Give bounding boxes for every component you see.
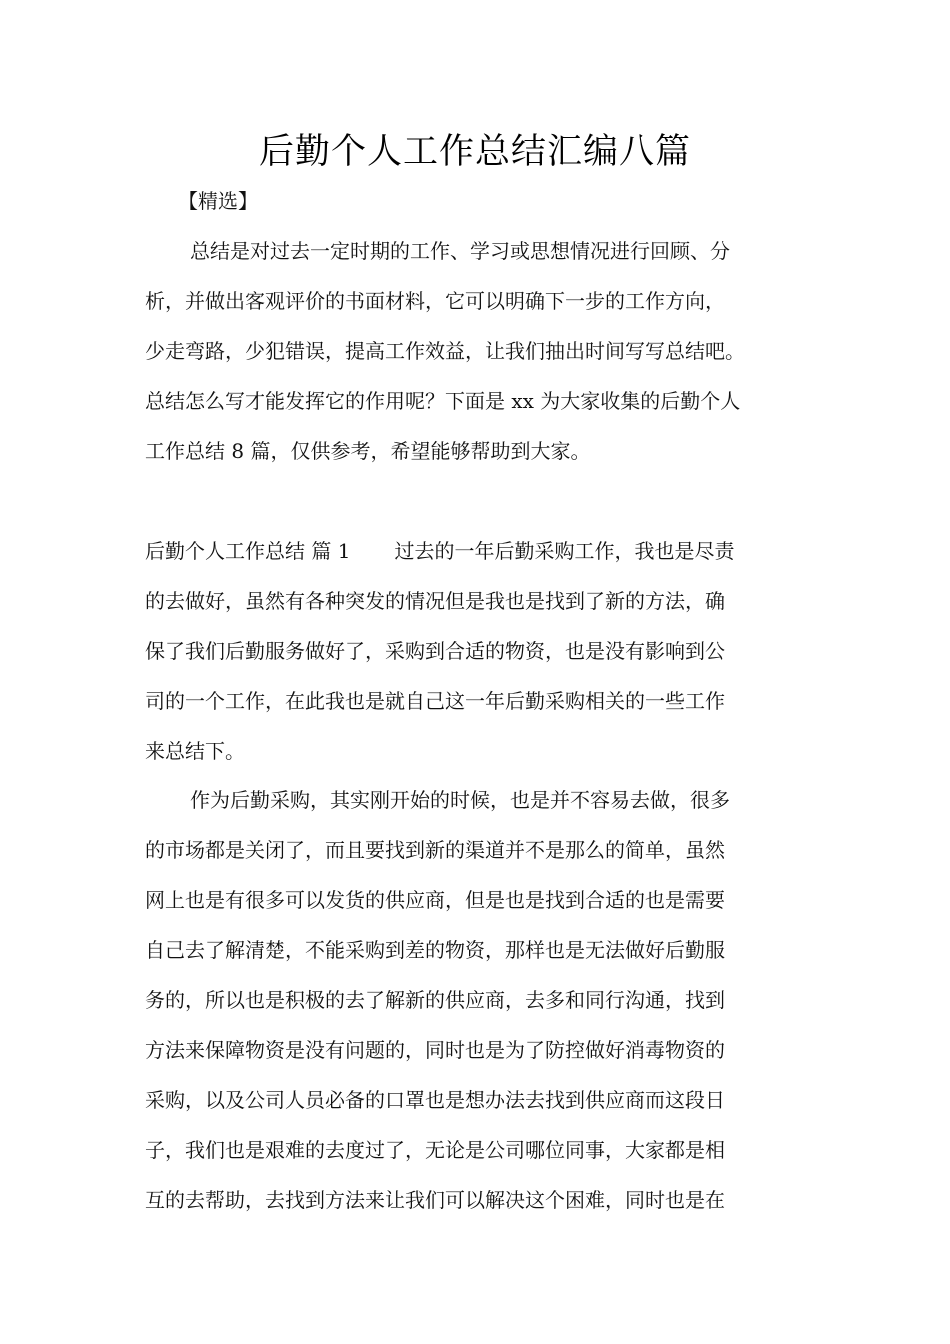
paragraph-line: 总结是对过去一定时期的工作、学习或思想情况进行回顾、分: [190, 239, 730, 263]
paragraph-line: 来总结下。: [145, 739, 245, 763]
paragraph-line: 网上也是有很多可以发货的供应商，但是也是找到合适的也是需要: [145, 888, 725, 912]
paragraph-line: 析，并做出客观评价的书面材料，它可以明确下一步的工作方向，: [145, 289, 725, 313]
section-1-opening-text: 过去的一年后勤采购工作，我也是尽责: [394, 539, 735, 563]
paragraph-line: 的去做好，虽然有各种突发的情况但是我也是找到了新的方法，确: [145, 589, 725, 613]
paragraph-line: 工作总结 8 篇，仅供参考，希望能够帮助到大家。: [145, 439, 591, 463]
paragraph-line: 方法来保障物资是没有问题的，同时也是为了防控做好消毒物资的: [145, 1038, 725, 1062]
paragraph-line: 保了我们后勤服务做好了，采购到合适的物资，也是没有影响到公: [145, 639, 725, 663]
section-heading: 后勤个人工作总结 篇 1: [145, 539, 351, 563]
selected-tag: 【精选】: [178, 189, 258, 213]
paragraph-line: 子，我们也是艰难的去度过了，无论是公司哪位同事，大家都是相: [145, 1138, 725, 1162]
paragraph-line: 司的一个工作，在此我也是就自己这一年后勤采购相关的一些工作: [145, 689, 725, 713]
paragraph-line: 采购，以及公司人员必备的口罩也是想办法去找到供应商而这段日: [145, 1088, 725, 1112]
paragraph-line: 自己去了解清楚，不能采购到差的物资，那样也是无法做好后勤服: [145, 938, 725, 962]
section-1-first-line: [145, 526, 815, 576]
section-2-paragraph: [145, 775, 815, 1225]
intro-paragraph: [145, 226, 815, 476]
paragraph-line: 作为后勤采购，其实刚开始的时候，也是并不容易去做，很多: [190, 788, 730, 812]
paragraph-line: 的市场都是关闭了，而且要找到新的渠道并不是那么的简单，虽然: [145, 838, 725, 862]
paragraph-line: 互的去帮助，去找到方法来让我们可以解决这个困难，同时也是在: [145, 1188, 725, 1212]
paragraph-line: 务的，所以也是积极的去了解新的供应商，去多和同行沟通，找到: [145, 988, 725, 1012]
paragraph-line: 总结怎么写才能发挥它的作用呢？下面是 xx 为大家收集的后勤个人: [145, 389, 741, 413]
document-title: 后勤个人工作总结汇编八篇: [258, 132, 691, 172]
section-1-paragraph: [145, 526, 815, 776]
paragraph-line: 少走弯路，少犯错误，提高工作效益，让我们抽出时间写写总结吧。: [145, 339, 745, 363]
